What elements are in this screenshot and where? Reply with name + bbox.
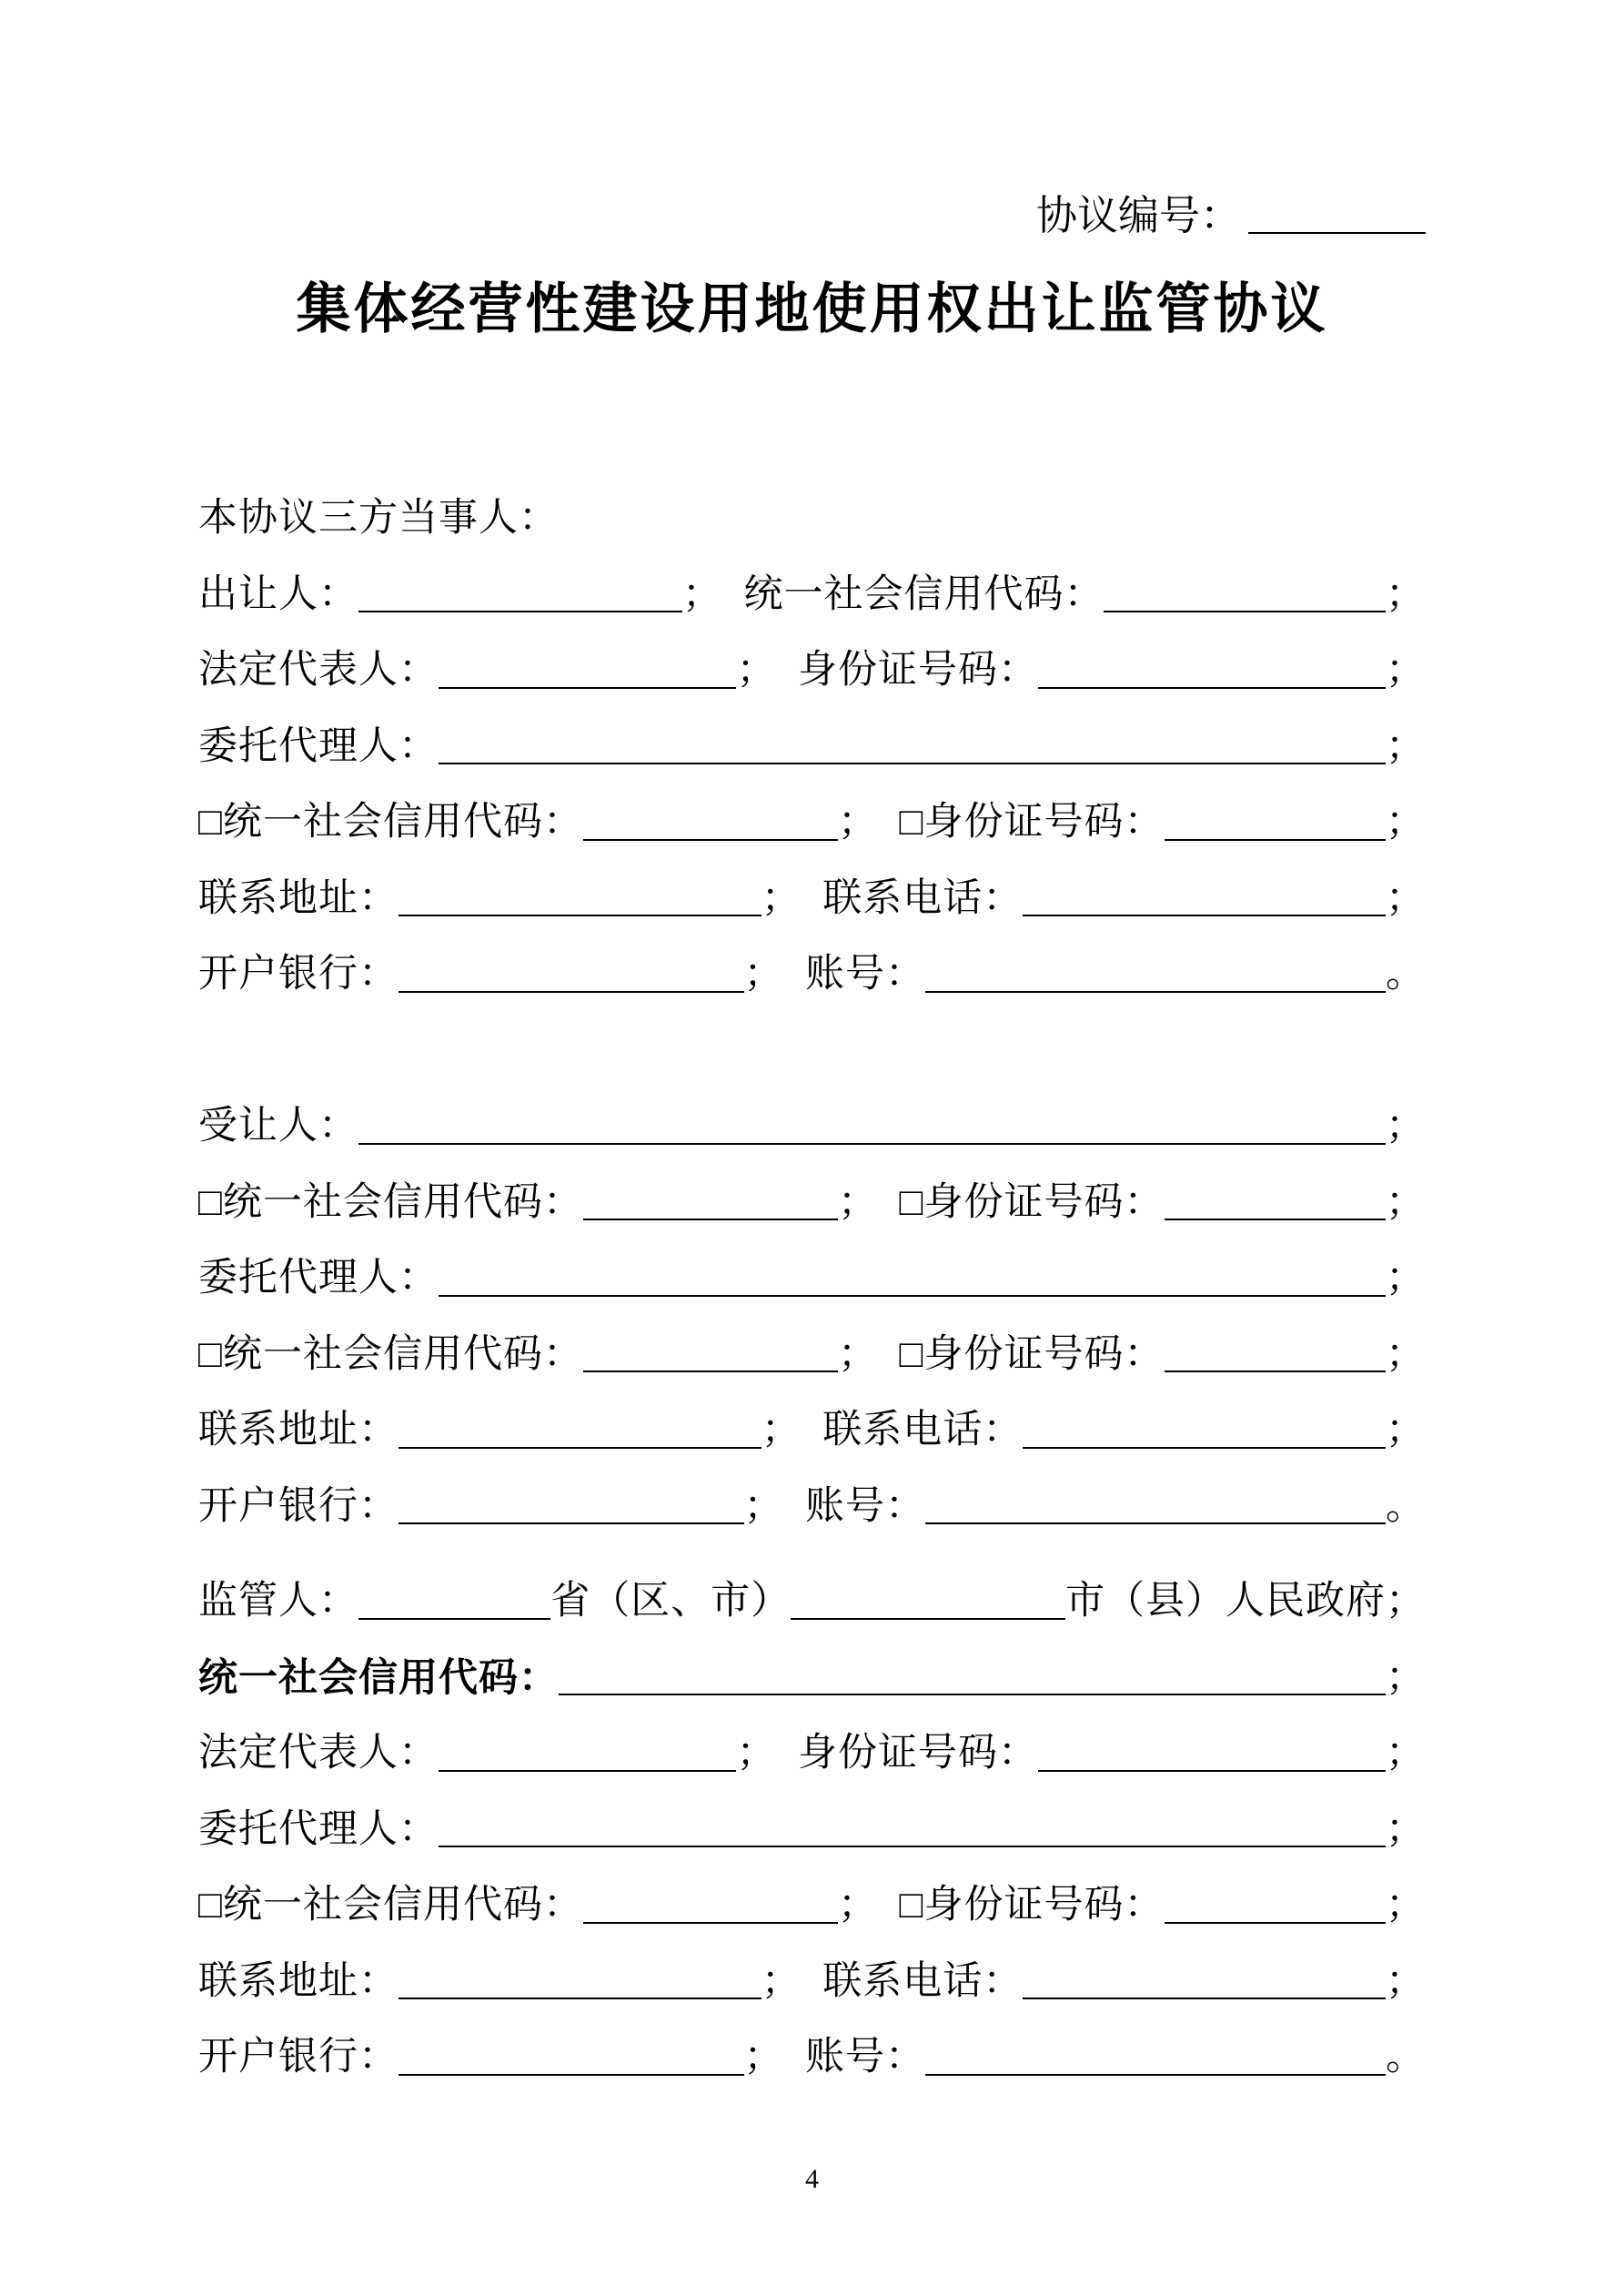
- transferee-uscc-blank: [583, 1219, 838, 1220]
- transferor-id-blank: [1038, 687, 1386, 689]
- supervisor-legal-rep-label: 法定代表人：: [198, 1732, 439, 1775]
- semicolon: ；: [743, 2036, 784, 2079]
- semicolon: ；: [1386, 1180, 1426, 1224]
- transferor-agent-id-blank: [1165, 839, 1387, 841]
- transferor-agent-uscc-blank: [583, 839, 838, 841]
- supervisor-account-label: 账号：: [783, 2036, 925, 2079]
- transferor-address-blank: [398, 915, 762, 916]
- supervisor-phone-blank: [1023, 1998, 1386, 1999]
- line-supervisor-agent: [198, 1781, 1426, 1857]
- line-transferor-legalrep-id: [198, 622, 1426, 698]
- semicolon: ；: [1386, 876, 1426, 920]
- transferee-uscc-label: □统一社会信用代码：: [198, 1180, 583, 1224]
- supervisor-bank-blank: [398, 2074, 744, 2076]
- transferor-legal-rep-blank: [439, 687, 736, 689]
- semicolon: ；: [761, 1409, 802, 1452]
- supervisor-account-blank: [925, 2074, 1386, 2076]
- transferor-uscc-blank: [1104, 611, 1386, 612]
- transferor-agent-uscc-label: □统一社会信用代码：: [198, 801, 583, 845]
- semicolon: ；: [1386, 649, 1426, 693]
- supervisor-province-suffix: 省（区、市）: [550, 1580, 792, 1623]
- transferee-agent-uscc-blank: [583, 1371, 838, 1372]
- semicolon: ；: [1386, 801, 1426, 845]
- supervisor-city-blank: [791, 1618, 1065, 1620]
- page-number: 4: [805, 2164, 819, 2194]
- transferee-name-blank: [358, 1143, 1386, 1145]
- line-supervisor-bank-account: [198, 2008, 1426, 2085]
- agreement-number-row: [198, 187, 1426, 242]
- transferor-account-label: 账号：: [783, 953, 925, 996]
- section-supervisor: [198, 1553, 1426, 2085]
- line-transferor-agent: [198, 698, 1426, 774]
- transferee-agent-blank: [439, 1295, 1386, 1297]
- transferee-account-blank: [925, 1522, 1386, 1524]
- transferee-phone-blank: [1023, 1447, 1386, 1449]
- line-supervisor-address-phone: [198, 1933, 1426, 2009]
- semicolon: ；: [1386, 1959, 1426, 2003]
- supervisor-legal-rep-blank: [439, 1770, 736, 1772]
- agreement-number-blank: [1248, 232, 1426, 234]
- line-supervisor-uscc: [198, 1629, 1426, 1705]
- transferor-phone-label: 联系电话：: [801, 876, 1024, 920]
- semicolon: ；: [743, 953, 784, 996]
- transferee-account-label: 账号：: [783, 1484, 925, 1528]
- semicolon: ；: [1386, 1332, 1426, 1376]
- transferee-label: 受让人：: [198, 1105, 358, 1148]
- transferor-id-label: 身份证号码：: [776, 649, 1038, 693]
- semicolon: ；: [736, 649, 777, 693]
- line-transferee-uscc-id: [198, 1154, 1426, 1230]
- transferor-account-blank: [925, 991, 1386, 993]
- semicolon: ；: [1386, 1884, 1426, 1927]
- transferor-phone-blank: [1023, 915, 1386, 916]
- transferor-legal-rep-label: 法定代表人：: [198, 649, 439, 693]
- supervisor-agent-uscc-label: □统一社会信用代码：: [198, 1884, 583, 1927]
- period: 。: [1386, 953, 1426, 996]
- transferor-agent-blank: [439, 763, 1386, 764]
- semicolon: ；: [743, 1484, 784, 1528]
- section-transferor: [198, 546, 1426, 1002]
- semicolon: ；: [681, 572, 722, 616]
- supervisor-label: 监管人：: [198, 1580, 358, 1623]
- semicolon: ；: [1386, 1257, 1426, 1300]
- semicolon: ；: [736, 1732, 777, 1775]
- supervisor-bank-label: 开户银行：: [198, 2036, 398, 2079]
- line-supervisor-legalrep-id: [198, 1704, 1426, 1781]
- line-transferee-agent-uscc-id: [198, 1306, 1426, 1382]
- semicolon: ；: [761, 876, 802, 920]
- transferee-agent-id-label: □身份证号码：: [878, 1332, 1165, 1376]
- supervisor-address-blank: [398, 1998, 762, 1999]
- semicolon: ；: [1386, 1655, 1426, 1699]
- transferor-bank-label: 开户银行：: [198, 953, 398, 996]
- semicolon: ；: [838, 1180, 879, 1224]
- semicolon: ；: [1386, 724, 1426, 768]
- supervisor-agent-id-label: □身份证号码：: [878, 1884, 1165, 1927]
- transferor-bank-blank: [398, 991, 744, 993]
- supervisor-agent-blank: [439, 1846, 1386, 1847]
- period: 。: [1386, 2036, 1426, 2079]
- line-transferee-bank-account: [198, 1458, 1426, 1534]
- supervisor-id-label: 身份证号码：: [776, 1732, 1038, 1775]
- line-transferee-name: [198, 1077, 1426, 1154]
- semicolon: ；: [838, 1884, 879, 1927]
- transferor-name-blank: [358, 611, 682, 612]
- section-transferee: [198, 1077, 1426, 1533]
- document-title: 集体经营性建设用地使用权出让监管协议: [296, 278, 1328, 339]
- transferee-agent-id-blank: [1165, 1371, 1387, 1372]
- semicolon: ；: [761, 1959, 802, 2003]
- supervisor-agent-label: 委托代理人：: [198, 1807, 439, 1851]
- transferor-agent-id-label: □身份证号码：: [878, 801, 1165, 845]
- transferor-agent-label: 委托代理人：: [198, 724, 439, 768]
- transferee-bank-blank: [398, 1522, 744, 1524]
- supervisor-id-blank: [1038, 1770, 1386, 1772]
- semicolon: ；: [838, 1332, 879, 1376]
- transferee-phone-label: 联系电话：: [801, 1409, 1024, 1452]
- supervisor-address-label: 联系地址：: [198, 1959, 398, 2003]
- line-transferee-address-phone: [198, 1381, 1426, 1458]
- semicolon: ；: [1386, 1807, 1426, 1851]
- transferee-id-blank: [1165, 1219, 1387, 1220]
- semicolon: ；: [838, 801, 879, 845]
- transferee-address-blank: [398, 1447, 762, 1449]
- agreement-number-label: 协议编号：: [1035, 192, 1241, 238]
- transferor-uscc-label: 统一社会信用代码：: [721, 572, 1105, 616]
- section-parties-intro: [198, 470, 1426, 546]
- supervisor-province-blank: [358, 1618, 550, 1620]
- line-parties-intro: [198, 470, 1426, 546]
- form-sections: [198, 470, 1426, 2085]
- line-transferee-agent: [198, 1229, 1426, 1306]
- supervisor-agent-id-blank: [1165, 1922, 1387, 1924]
- parties-intro-label: 本协议三方当事人：: [198, 497, 559, 541]
- line-transferor-name-uscc: [198, 546, 1426, 622]
- line-supervisor-agent-uscc-id: [198, 1856, 1426, 1933]
- line-transferor-agent-uscc-id: [198, 774, 1426, 850]
- period: 。: [1386, 1484, 1426, 1528]
- semicolon: ；: [1386, 1105, 1426, 1148]
- transferee-id-label: □身份证号码：: [878, 1180, 1165, 1224]
- semicolon: ；: [1386, 1732, 1426, 1775]
- transferor-label: 出让人：: [198, 572, 358, 616]
- line-transferor-address-phone: [198, 850, 1426, 926]
- semicolon: ；: [1386, 1409, 1426, 1452]
- supervisor-phone-label: 联系电话：: [801, 1959, 1024, 2003]
- transferee-agent-label: 委托代理人：: [198, 1257, 439, 1300]
- semicolon: ；: [1386, 572, 1426, 616]
- supervisor-uscc-blank: [559, 1694, 1386, 1695]
- transferee-bank-label: 开户银行：: [198, 1484, 398, 1528]
- transferee-agent-uscc-label: □统一社会信用代码：: [198, 1332, 583, 1376]
- line-supervisor-gov: [198, 1553, 1426, 1629]
- line-transferor-bank-account: [198, 925, 1426, 1002]
- supervisor-gov-suffix: 市（县）人民政府；: [1065, 1580, 1426, 1623]
- transferee-address-label: 联系地址：: [198, 1409, 398, 1452]
- supervisor-uscc-label: 统一社会信用代码：: [198, 1655, 559, 1700]
- supervisor-agent-uscc-blank: [583, 1922, 838, 1924]
- transferor-address-label: 联系地址：: [198, 876, 398, 920]
